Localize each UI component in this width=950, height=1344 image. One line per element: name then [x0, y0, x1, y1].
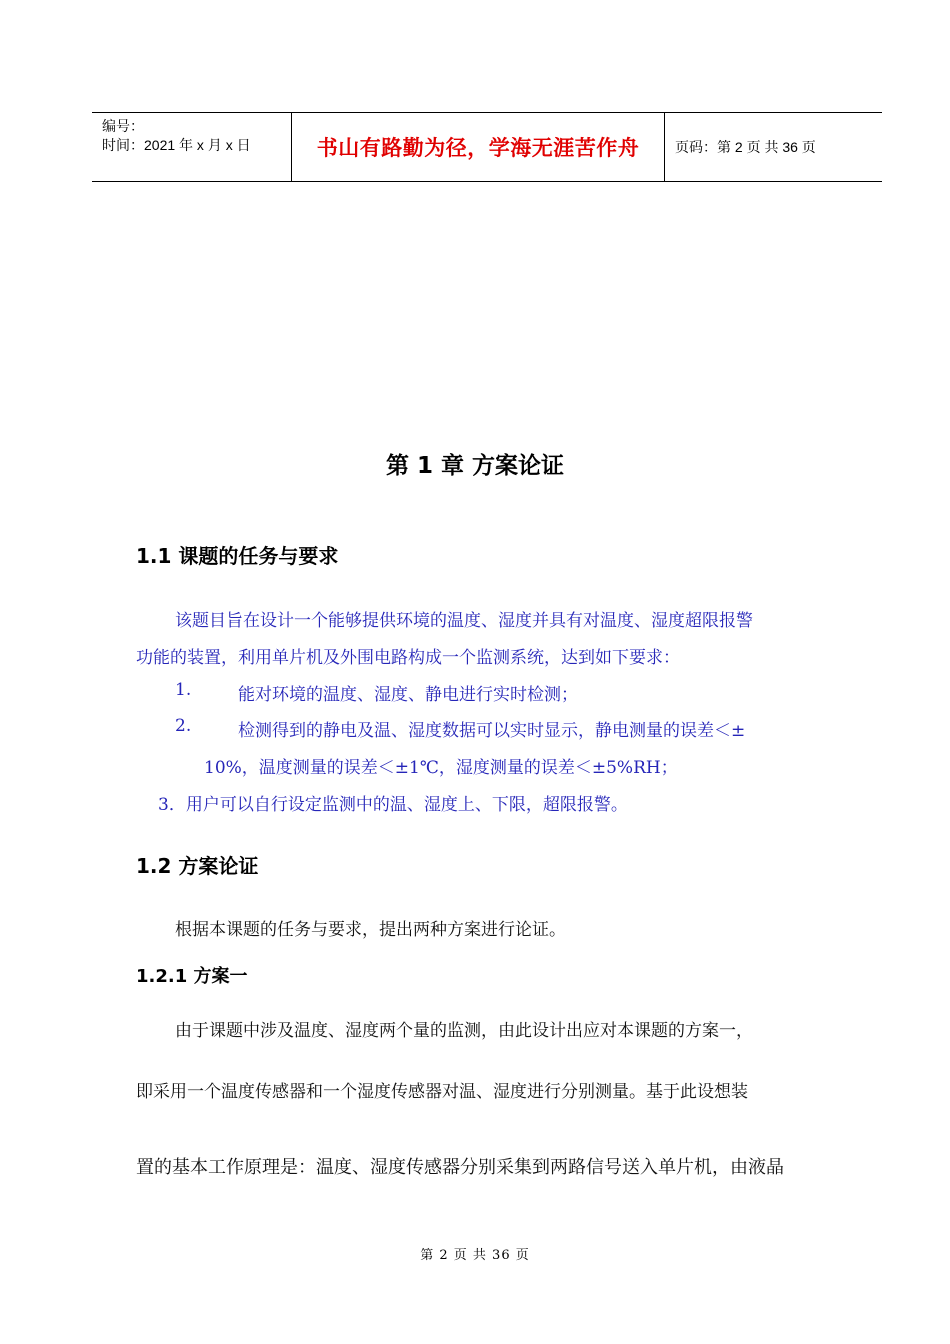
section-1-1-para-line2: 功能的装置，利用单片机及外围电路构成一个监测系统，达到如下要求：: [136, 648, 680, 668]
section-1-2-heading: 1.2 方案论证: [136, 854, 259, 878]
page-footer: 第 2 页 共 36 页: [420, 1248, 530, 1263]
chapter-title: 第 1 章 方案论证: [385, 453, 565, 479]
section-1-2-1-line3: 置的基本工作原理是：温度、湿度传感器分别采集到两路信号送入单片机，由液晶: [136, 1157, 784, 1178]
list-item-3-text: 3．用户可以自行设定监测中的温、湿度上、下限，超限报警。: [158, 795, 628, 815]
list-item-2-text-line1: 检测得到的静电及温、湿度数据可以实时显示，静电测量的误差＜±: [238, 721, 746, 741]
section-1-2-para: 根据本课题的任务与要求，提出两种方案进行论证。: [175, 920, 566, 940]
list-item-1-text: 能对环境的温度、湿度、静电进行实时检测；: [238, 685, 578, 705]
section-1-2-1-line2: 即采用一个温度传感器和一个湿度传感器对温、湿度进行分别测量。基于此设想装: [136, 1082, 748, 1102]
section-1-2-1-line1: 由于课题中涉及温度、湿度两个量的监测，由此设计出应对本课题的方案一，: [175, 1021, 753, 1041]
list-item-1-number: 1.: [175, 680, 192, 700]
list-item-2-number: 2.: [175, 716, 192, 736]
section-1-1-para-line1: 该题目旨在设计一个能够提供环境的温度、湿度并具有对温度、湿度超限报警: [175, 611, 753, 631]
page-header: [92, 112, 882, 182]
header-motto-cell: [292, 113, 665, 181]
section-1-2-1-heading: 1.2.1 方案一: [136, 966, 248, 987]
header-motto: 书山有路勤为径，学海无涯苦作舟: [316, 136, 640, 160]
document-number-label: 编号：: [102, 118, 144, 134]
document-time-label: 时间：2021 年 x 月 x 日: [102, 137, 251, 153]
section-1-1-heading: 1.1 课题的任务与要求: [136, 544, 339, 568]
list-item-2-text-line2: 10%，温度测量的误差＜±1℃，湿度测量的误差＜±5%RH；: [204, 758, 678, 778]
header-meta: [92, 113, 292, 181]
header-page-code: 页码：第 2 页 共 36 页: [675, 139, 816, 155]
